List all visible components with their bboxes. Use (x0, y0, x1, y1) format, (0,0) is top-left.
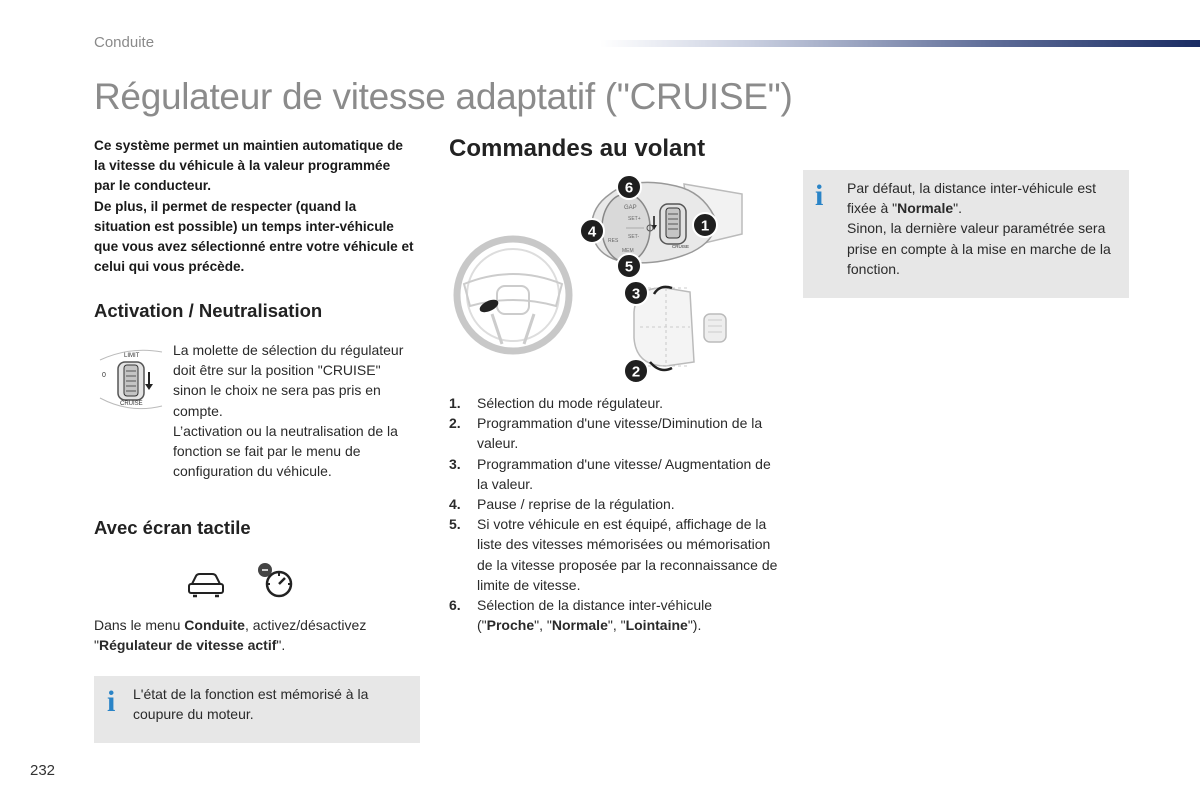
activation-heading: Activation / Neutralisation (94, 300, 323, 321)
stalk-label-cruise: CRUISE (672, 244, 690, 249)
dial-label-cruise: CRUISE (120, 401, 143, 407)
callout-1 (690, 210, 720, 240)
activation-paragraph-2: L’activation ou la neutralisation de la fonction se fait par le menu de configuration du véhicule. (173, 422, 398, 480)
list-item-separator: ", " (607, 617, 626, 634)
info-icon: i (107, 685, 116, 718)
commands-heading: Commandes au volant (449, 135, 706, 162)
car-icon (186, 570, 226, 600)
list-item (449, 494, 779, 514)
list-item-number: 3. (449, 455, 461, 472)
callout-5-label: 5 (624, 258, 634, 276)
info-default-normale: Normale (897, 200, 954, 217)
list-item-text: Programmation d'une vitesse/ Augmentation de la valeur. (477, 455, 771, 492)
info-memory-text: L'état de la fonction est mémorisé à la coupure du moteur. (133, 686, 369, 723)
list-item-number: 6. (449, 597, 461, 614)
steering-wheel-illustration (452, 234, 574, 356)
arrow-down-icon (145, 384, 153, 390)
list-item-text: Sélection du mode régulateur. (477, 395, 664, 411)
option-normale: Normale (551, 617, 608, 634)
touchscreen-heading: Avec écran tactile (94, 517, 251, 538)
option-proche: Proche (486, 617, 535, 634)
info-default-prefix: Par défaut, la distance inter-véhicule est fixée à " (847, 180, 1097, 217)
stalk-label-res: RES (608, 238, 619, 244)
cruise-speedometer-icon (256, 561, 298, 601)
info-default-suffix: ". (953, 200, 962, 217)
callout-3 (621, 278, 651, 308)
list-item (449, 413, 779, 453)
callout-6 (614, 172, 644, 202)
info-box-default-distance (803, 170, 1129, 298)
dial-label-limit: LIMIT (124, 353, 140, 359)
menu-text-suffix: ". (276, 637, 286, 654)
list-item-text: Sélection de la distance inter-véhicule (" (477, 597, 713, 634)
info-default-text (847, 178, 1127, 218)
option-lointaine: Lointaine (625, 617, 688, 634)
callout-2 (621, 356, 651, 386)
intro-paragraph-2: De plus, il permet de respecter (quand la situation est possible) un temps inter-véhicule que vous avez sélectionné entre votre véhicule et celui qui vous précède. (94, 198, 414, 275)
menu-text-mid: , activez/désactivez " (94, 617, 367, 654)
activation-text (173, 340, 413, 481)
menu-item-regulateur: Régulateur de vitesse actif (98, 637, 277, 654)
list-item (449, 393, 779, 413)
callout-4 (577, 216, 607, 246)
menu-conduite: Conduite (184, 617, 245, 633)
menu-text-prefix: Dans le menu (94, 617, 185, 633)
intro-paragraph-1: Ce système permet un maintien automatique de la vitesse du véhicule à la valeur programmée par le conducteur. (94, 138, 403, 194)
list-item-text: Programmation d'une vitesse/Diminution de la valeur. (477, 415, 763, 452)
stalk-label-set-plus: SET+ (628, 216, 641, 222)
stalk-label-set-minus: SET- (628, 234, 640, 240)
list-item-number: 2. (449, 415, 461, 432)
list-item (449, 514, 779, 595)
info-default-line2: Sinon, la dernière valeur paramétrée sera prise en compte à la mise en marche de la fonction. (847, 220, 1111, 277)
stalk-label-mem: MEM (622, 248, 634, 254)
callout-4-label: 4 (587, 223, 597, 241)
stalk-label-gap: GAP (624, 205, 637, 211)
callout-2-label: 2 (631, 363, 641, 381)
list-item-separator: ", " (534, 617, 552, 634)
commands-list (449, 393, 779, 635)
activation-paragraph-1: La molette de sélection du régulateur doit être sur la position "CRUISE" sinon le choix ne sera pas pris en compte. (173, 342, 404, 419)
list-item (449, 454, 779, 494)
page-title: Régulateur de vitesse adaptatif ("CRUISE") (94, 76, 793, 117)
cruise-selector-dial-illustration (92, 340, 168, 416)
callout-5 (614, 251, 644, 281)
info-icon: i (815, 179, 824, 212)
list-item-text: Pause / reprise de la régulation. (477, 496, 675, 513)
list-item-suffix: "). (687, 617, 702, 634)
section-title: Conduite (94, 34, 155, 51)
touchscreen-menu-text (94, 615, 424, 655)
list-item-number: 1. (449, 395, 461, 411)
list-item (449, 595, 779, 635)
intro-text (94, 136, 414, 277)
list-item-text: Si votre véhicule en est équipé, affichage de la liste des vitesses mémorisées ou mémorisation de la vitesse proposée par la reconnaissance de limite de vitesse. (477, 516, 778, 593)
page-number: 232 (30, 762, 56, 779)
list-item-number: 4. (449, 496, 461, 513)
callout-3-label: 3 (631, 285, 641, 303)
callout-6-label: 6 (624, 179, 634, 197)
callout-1-label: 1 (700, 217, 710, 235)
header-gradient-bar (600, 40, 1200, 47)
list-item-number: 5. (449, 516, 461, 533)
dial-label-zero: 0 (102, 372, 106, 379)
info-box-memory (94, 676, 420, 743)
